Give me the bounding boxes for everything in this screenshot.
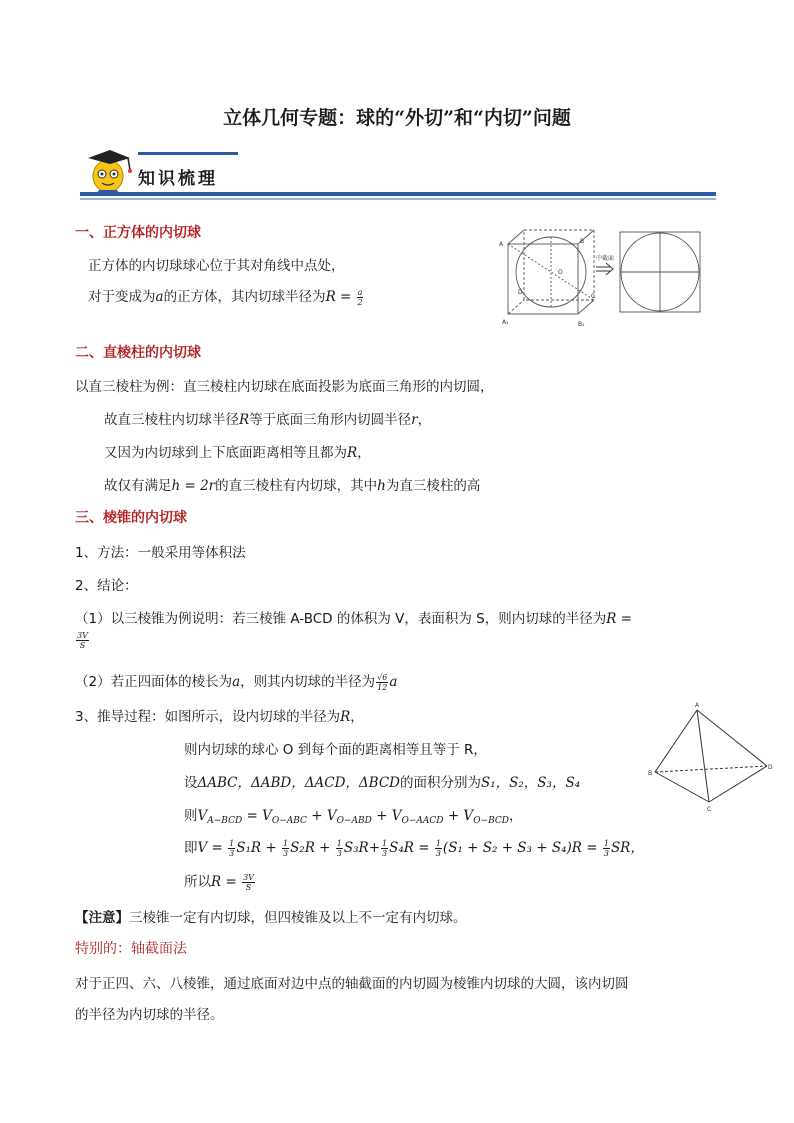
tetrahedron-figure	[645, 700, 775, 815]
s2-line3: 又因为内切球到上下底面距离相等且都为R，	[104, 445, 371, 461]
svg-text:C: C	[591, 293, 596, 300]
svg-text:D: D	[518, 289, 523, 296]
s2-line4: 故仅有满足h = 2r的直三棱柱有内切球，其中h为直三棱柱的高	[104, 478, 481, 494]
svg-text:O: O	[558, 269, 563, 276]
special-heading: 特别的：轴截面法	[75, 941, 187, 957]
svg-text:D: D	[768, 764, 773, 771]
banner-label: 知识梳理	[138, 169, 218, 189]
mascot-icon	[88, 150, 132, 196]
arrow-right-icon	[596, 263, 613, 275]
s3-c1-frac: $\frac{3V}{S}$	[77, 631, 88, 650]
s3-d3: 设ΔABC，ΔABD，ΔACD，ΔBCD的面积分别为S₁，S₂，S₃，S₄	[184, 775, 581, 791]
special-line2: 的半径为内切球的半径。	[75, 1007, 224, 1023]
s1-line1: 正方体的内切球球心位于其对角线中点处，	[88, 258, 345, 274]
svg-text:C: C	[707, 806, 712, 813]
svg-text:A₁: A₁	[502, 319, 509, 326]
section1-heading: 一、正方体的内切球	[75, 225, 201, 241]
svg-text:B: B	[648, 770, 653, 777]
svg-text:中截面: 中截面	[596, 255, 615, 262]
page-title: 立体几何专题：球的“外切”和“内切”问题	[223, 107, 571, 129]
s1-line2: 对于变成为a的正方体，其内切球半径为R = $\frac{a}{2}$	[88, 287, 363, 307]
s3-d6: 所以R = $\frac{3V}{S}$	[184, 872, 254, 892]
note-tag: 【注意】	[75, 910, 129, 926]
s3-d4: 则$V_{A-BCD} = V_{O-ABC} + V_{O-ABD} + V_{O-AACD} + V_{O-BCD}$，	[184, 808, 523, 826]
note-line: 【注意】三棱锥一定有内切球，但四棱锥及以上不一定有内切球。	[75, 910, 467, 926]
s3-c2: （2）若正四面体的棱长为a，则其内切球的半径为 $\frac{√6}{12}$ a	[75, 672, 398, 692]
svg-text:A: A	[499, 241, 504, 248]
cube-figure	[496, 222, 716, 334]
s2-line2: 故直三棱柱内切球半径R等于底面三角形内切圆半径r，	[104, 412, 432, 428]
s3-d1: 3、推导过程：如图所示，设内切球的半径为R，	[75, 709, 364, 725]
special-line1: 对于正四、六、八棱锥，通过底面对边中点的轴截面的内切圆为棱锥内切球的大圆，该内切圆	[75, 976, 629, 992]
s3-d5: 即V = $\frac{1}{3}$ S₁R + $\frac{1}{3}$ S₂R + $\frac{1}{3}$ S₃R+ $\frac{1}{3}$ S₄R = $\frac{1}{3}$ (S₁ + S₂ + S₃ + S₄)R = $\frac{1}{3}$ SR，	[184, 838, 644, 858]
s3-method: 1、方法：一般采用等体积法	[75, 545, 246, 561]
svg-text:A: A	[695, 702, 700, 709]
s2-line1: 以直三棱柱为例：直三棱柱内切球在底面投影为底面三角形的内切圆，	[75, 379, 494, 395]
s3-conclusion: 2、结论：	[75, 578, 138, 594]
section2-heading: 二、直棱柱的内切球	[75, 345, 201, 361]
svg-text:B₁: B₁	[578, 321, 585, 328]
s3-d2: 则内切球的球心 O 到每个面的距离相等且等于 R，	[184, 742, 487, 758]
svg-text:B: B	[580, 238, 585, 245]
s3-c1: （1）以三棱锥为例说明：若三棱锥 A-BCD 的体积为 V，表面积为 S，则内切球的半径为R =	[75, 611, 633, 627]
section3-heading: 三、棱锥的内切球	[75, 510, 187, 526]
